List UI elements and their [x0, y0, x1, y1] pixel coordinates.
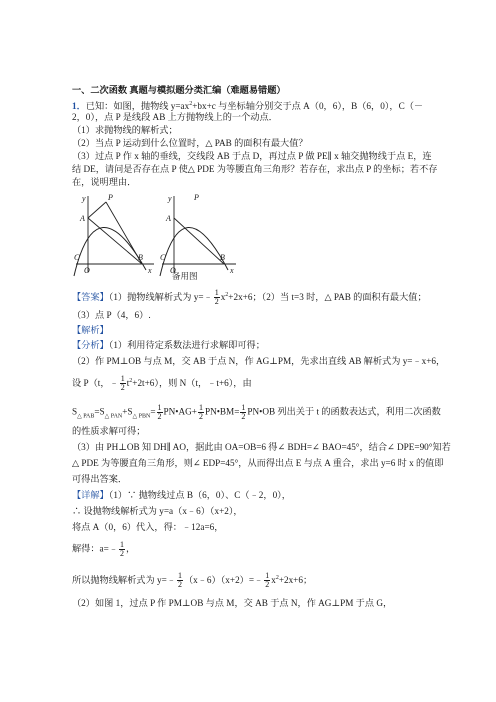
fig2-label-p: P — [194, 193, 199, 202]
fig2-label-c: C — [160, 253, 166, 262]
fig2-label-b: B — [220, 253, 225, 262]
segment-pb — [106, 202, 142, 264]
question-part-3-line-3: 在，说明理由． — [72, 177, 137, 187]
fig1-label-b: B — [138, 253, 143, 262]
fraction-half: $\frac{1}{2}$ — [241, 403, 246, 421]
figure-main — [74, 193, 154, 276]
question-stem-line-2: 2，0），点 P 是线段 AB 上方抛物线上的一个动点． — [72, 112, 278, 122]
segment-ab — [88, 218, 142, 264]
detail-line-1: 【详解】（1）∵ 抛物线过点 B（6，0）、C（﹣2，0）， — [72, 490, 291, 500]
question-part-3-line-1: （3）过点 P 作 x 轴的垂线，交线段 AB 于点 D，再过点 P 做 PE∥ x 轴交抛物线于点 E，连 — [72, 151, 432, 161]
fig1-label-o: O — [84, 266, 90, 275]
answer-tag: 【答案】 — [72, 292, 109, 303]
question-part-3-line-2: 结 DE，请问是否存在点 P 使△ PDE 为等腰直角三角形？若存在，求出点 P 的坐标；若不存 — [72, 164, 438, 174]
fraction-half: $\frac{1}{2}$ — [157, 403, 162, 421]
fenxi-line-5: 的性质求解可得； — [72, 426, 146, 436]
question-part-1: （1）求抛物线的解析式； — [72, 125, 178, 135]
fraction-half: $\frac{1}{2}$ — [120, 540, 125, 558]
section-title: 一、二次函数 真题与模拟题分类汇编（难题易错题） — [72, 85, 286, 95]
fraction-half: $\frac{1}{2}$ — [198, 403, 203, 421]
fenxi-line-4: $S_{\triangle PAB}=S_{\triangle PAN}+S_{\triangle PBN}=$ $\frac{1}{2}$ PN•AG+ $\frac{1}{2}$ PN•BM= $\frac{1}{2}$ PN•OB 列出关于 t 的函数表达式，利用二次函数 — [72, 403, 441, 421]
question-number: 1． — [72, 101, 86, 112]
geometry-figures — [70, 190, 240, 282]
detail-line-2: ∴ 设抛物线解析式为 y=a（x﹣6）（x+2）， — [72, 506, 243, 516]
figure-spare — [160, 193, 236, 276]
fig1-label-x: x — [148, 266, 152, 275]
detail-line-5: 所以抛物线解析式为 y=﹣ $\frac{1}{2}$ （x﹣6）（x+2）=﹣ $\frac{1}{2}$ $x^2+2x+6$； — [72, 571, 313, 590]
fraction-half: $\frac{1}{2}$ — [214, 288, 219, 307]
fenxi-line-3: 设 P（t，﹣ $\frac{1}{2}$ $t^2+2t+6$），则 N（t，﹣t+6），由 — [72, 374, 252, 393]
question-stem-line-1: 1．已知：如图，抛物线 $y=ax^2+bx+c$ 与坐标轴分别交于点 A（0，6），B（6，0），C（－ — [72, 101, 424, 112]
fig2-label-o: O — [170, 266, 176, 275]
detail-line-6: （2）如图 1，过点 P 作 PM⊥OB 与点 M，交 AB 于点 N，作 AG⊥PM 于点 G， — [72, 598, 393, 608]
fig2-label-y: y — [168, 194, 172, 203]
question-part-2: （2）当点 P 运动到什么位置时，△ PAB 的面积有最大值？ — [72, 138, 308, 148]
fenxi-line-2: （2）作 PM⊥OB 与点 M，交 AB 于点 N，作 AG⊥PM，先求出直线 AB 解析式为 y=﹣x+6， — [72, 356, 446, 366]
fig1-label-y: y — [82, 194, 86, 203]
segment-pa — [88, 202, 106, 218]
segment-ab — [174, 218, 224, 264]
answer-line-1: 【答案】（1）抛物线解析式为 y=﹣ $\frac{1}{2}$ $x^2+2x+6$；（2）当 t=3 时，△ PAB 的面积有最大值； — [72, 288, 427, 307]
fig1-label-p: P — [108, 193, 113, 202]
fenxi-line-6: （3）由 PH⊥OB 知 DH∥ AO，据此由 OA=OB=6 得∠ BDH=∠ BAO=45°，结合∠ DPE=90°知若 — [72, 442, 451, 452]
fenxi-line-7: △ PDE 为等腰直角三角形，则∠ EDP=45°，从而得出点 E 与点 A 重合，求出 y=6 时 x 的值即 — [72, 458, 444, 468]
detail-tag: 【详解】 — [72, 490, 109, 500]
fraction-half: $\frac{1}{2}$ — [120, 374, 125, 393]
detail-line-3: 将点 A（0，6）代入，得：﹣12a=6， — [72, 522, 224, 532]
fig2-label-x: x — [230, 266, 234, 275]
fraction-half: $\frac{1}{2}$ — [177, 571, 182, 590]
fraction-half: $\frac{1}{2}$ — [265, 571, 270, 590]
analysis-tag: 【解析】 — [72, 325, 109, 335]
fenxi-line-8: 可得出答案． — [72, 474, 128, 484]
fenxi-tag: 【分析】 — [72, 340, 109, 350]
fig2-label-a: A — [166, 214, 171, 223]
figure-caption: 备用图 — [172, 271, 198, 281]
answer-line-2: （3）点 P（4，6）. — [72, 310, 151, 320]
detail-line-4: 解得：a=﹣ $\frac{1}{2}$ ， — [72, 540, 136, 558]
fig1-label-c: C — [74, 253, 80, 262]
fenxi-line-1: 【分析】（1）利用待定系数法进行求解即可得； — [72, 340, 265, 350]
fig1-label-a: A — [80, 214, 85, 223]
